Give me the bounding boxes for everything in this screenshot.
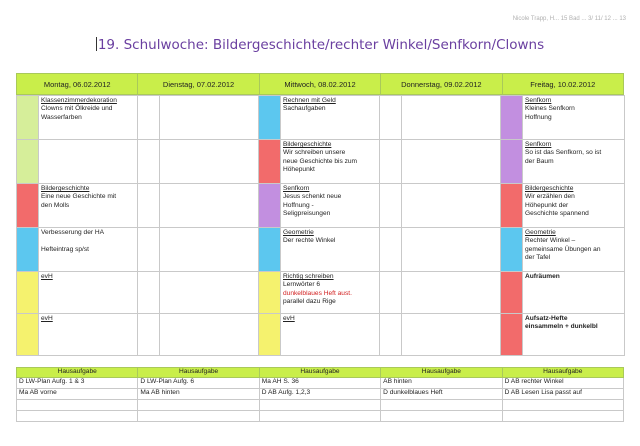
lesson-cell xyxy=(160,96,259,140)
subject-color-cell xyxy=(138,228,160,272)
subject-color-cell xyxy=(17,314,39,356)
lesson-line: der Tafel xyxy=(525,254,551,262)
subject-color-cell xyxy=(380,314,402,356)
lesson-line: evH xyxy=(283,315,295,322)
lesson-cell xyxy=(523,314,625,356)
lesson-cell xyxy=(523,272,625,314)
lesson-cell xyxy=(160,272,259,314)
lesson-cell xyxy=(523,228,625,272)
homework-cell xyxy=(381,400,502,411)
lesson-cell xyxy=(281,272,380,314)
lesson-line: Hoffnung - xyxy=(283,201,314,209)
lesson-line: Eine neue Geschichte mit xyxy=(41,193,117,201)
lesson-line: Wir schreiben unsere xyxy=(283,149,346,157)
homework-cell: D LW-Plan Aufg. 1 & 3 xyxy=(17,378,138,389)
schedule-row xyxy=(17,272,625,314)
lesson-line: Geometrie xyxy=(283,229,314,236)
subject-color-cell xyxy=(501,272,523,314)
lesson-cell xyxy=(160,184,259,228)
subject-color-cell xyxy=(138,314,160,356)
schedule-row xyxy=(17,228,625,272)
lesson-line: Lernwörter 6 xyxy=(283,281,321,289)
lesson-cell xyxy=(402,96,501,140)
lesson-line: Höhepunkt xyxy=(283,166,315,174)
lesson-cell xyxy=(160,140,259,184)
homework-cell xyxy=(17,400,138,411)
lesson-line: gemeinsame Übungen an xyxy=(525,245,601,253)
homework-cell xyxy=(381,411,502,422)
homework-header: Hausaufgabe xyxy=(138,368,259,378)
subject-color-cell xyxy=(501,228,523,272)
lesson-line: Wasserfarben xyxy=(41,113,82,121)
lesson-line: Der rechte Winkel xyxy=(283,237,336,245)
lesson-cell xyxy=(281,140,380,184)
subject-color-cell xyxy=(17,228,39,272)
homework-cell xyxy=(502,400,623,411)
lesson-cell xyxy=(160,228,259,272)
lesson-cell xyxy=(523,96,625,140)
lesson-line: Hoffnung xyxy=(525,113,552,121)
homework-header: Hausaufgabe xyxy=(502,368,623,378)
day-tuesday: Dienstag, 07.02.2012 xyxy=(138,74,259,95)
homework-cell: D AB rechter Winkel xyxy=(502,378,623,389)
lesson-line: So ist das Senfkorn, so ist xyxy=(525,149,602,157)
header-right: Nicole Trapp, H... 15 Bad ... 3/ 11/ 12 ... 13 xyxy=(512,16,626,22)
subject-color-cell xyxy=(501,140,523,184)
subject-color-cell xyxy=(259,272,281,314)
lesson-line: Seligpreisungen xyxy=(283,210,331,218)
day-friday: Freitag, 10.02.2012 xyxy=(502,74,623,95)
lesson-line: Wir erzählen den xyxy=(525,193,575,201)
lesson-line: evH xyxy=(41,273,53,280)
homework-cell xyxy=(17,411,138,422)
subject-color-cell xyxy=(259,228,281,272)
lesson-line: Rechnen mit Geld xyxy=(283,97,336,104)
homework-cell xyxy=(502,411,623,422)
subject-color-cell xyxy=(17,140,39,184)
lesson-cell xyxy=(402,272,501,314)
homework-cell: AB hinten xyxy=(381,378,502,389)
lesson-line: Sachaufgaben xyxy=(283,105,326,113)
lesson-cell xyxy=(281,314,380,356)
day-thursday: Donnerstag, 09.02.2012 xyxy=(381,74,502,95)
lesson-line: Senfkorn xyxy=(525,141,552,148)
lesson-cell xyxy=(402,228,501,272)
lesson-line: Geometrie xyxy=(525,229,556,236)
day-header-table xyxy=(16,73,624,95)
subject-color-cell xyxy=(17,96,39,140)
lesson-line: der Baum xyxy=(525,157,554,165)
subject-color-cell xyxy=(501,314,523,356)
day-monday: Montag, 06.02.2012 xyxy=(17,74,138,95)
subject-color-cell xyxy=(138,140,160,184)
lesson-line: Jesus schenkt neue xyxy=(283,193,342,201)
lesson-cell xyxy=(39,228,138,272)
text-cursor xyxy=(96,37,97,51)
subject-color-cell xyxy=(380,140,402,184)
subject-color-cell xyxy=(501,96,523,140)
lesson-line: Bildergeschichte xyxy=(41,185,90,192)
lesson-cell xyxy=(39,96,138,140)
lesson-cell xyxy=(281,228,380,272)
homework-header: Hausaufgabe xyxy=(381,368,502,378)
subject-color-cell xyxy=(138,184,160,228)
lesson-cell xyxy=(39,314,138,356)
lesson-cell xyxy=(160,314,259,356)
homework-header: Hausaufgabe xyxy=(259,368,380,378)
homework-cell: D AB Lesen Lisa passt auf xyxy=(502,389,623,400)
homework-cell: D LW-Plan Aufg. 6 xyxy=(138,378,259,389)
schedule-row xyxy=(17,184,625,228)
lesson-cell xyxy=(281,184,380,228)
day-wednesday: Mittwoch, 08.02.2012 xyxy=(259,74,380,95)
page-title xyxy=(0,37,640,53)
lesson-line: Rechter Winkel – xyxy=(525,237,576,245)
lesson-line: den Molls xyxy=(41,201,70,209)
subject-color-cell xyxy=(17,184,39,228)
subject-color-cell xyxy=(138,96,160,140)
lesson-line: Klassenzimmerdekoration xyxy=(41,97,117,104)
lesson-line: neue Geschichte bis zum xyxy=(283,157,358,165)
lesson-cell xyxy=(39,184,138,228)
lesson-line: Richtig schreiben xyxy=(283,273,334,280)
lesson-line: parallel dazu Rige xyxy=(283,298,336,306)
lesson-line: Geschichte spannend xyxy=(525,210,589,218)
lesson-line: Bildergeschichte xyxy=(283,141,332,148)
schedule-grid xyxy=(16,95,625,356)
homework-cell xyxy=(259,411,380,422)
lesson-line: Kleines Senfkorn xyxy=(525,105,575,113)
lesson-line: Clowns mit Ölkreide und xyxy=(41,105,113,113)
schedule-row xyxy=(17,140,625,184)
homework-cell: D dunkelblaues Heft xyxy=(381,389,502,400)
subject-color-cell xyxy=(259,140,281,184)
lesson-line: Verbesserung der HA xyxy=(41,229,105,236)
page-title-text: 19. Schulwoche: Bildergeschichte/rechter Winkel/Senfkorn/Clowns xyxy=(97,37,545,53)
lesson-cell xyxy=(523,140,625,184)
lesson-line: Senfkorn xyxy=(525,97,552,104)
lesson-line: Senfkorn xyxy=(283,185,310,192)
lesson-cell xyxy=(39,272,138,314)
homework-header: Hausaufgabe xyxy=(17,368,138,378)
lesson-line: evH xyxy=(41,315,53,322)
homework-cell: Ma AB vorne xyxy=(17,389,138,400)
lesson-line: Aufräumen xyxy=(525,273,560,280)
lesson-cell xyxy=(402,184,501,228)
homework-cell xyxy=(138,411,259,422)
schedule-row xyxy=(17,314,625,356)
homework-cell: Ma AH S. 36 xyxy=(259,378,380,389)
subject-color-cell xyxy=(259,314,281,356)
lesson-cell xyxy=(523,184,625,228)
homework-cell: Ma AB hinten xyxy=(138,389,259,400)
homework-cell xyxy=(259,400,380,411)
lesson-line: dunkelblaues Heft aust. xyxy=(283,289,352,297)
subject-color-cell xyxy=(17,272,39,314)
subject-color-cell xyxy=(259,96,281,140)
subject-color-cell xyxy=(380,272,402,314)
lesson-line: Bildergeschichte xyxy=(525,185,574,192)
homework-table xyxy=(16,367,624,422)
subject-color-cell xyxy=(501,184,523,228)
lesson-cell xyxy=(402,314,501,356)
subject-color-cell xyxy=(380,96,402,140)
subject-color-cell xyxy=(380,184,402,228)
homework-cell xyxy=(138,400,259,411)
lesson-line: einsammeln + dunkelbl xyxy=(525,323,598,331)
schedule-row xyxy=(17,96,625,140)
lesson-line: Aufsatz-Hefte xyxy=(525,315,568,322)
subject-color-cell xyxy=(138,272,160,314)
subject-color-cell xyxy=(259,184,281,228)
lesson-line xyxy=(41,237,135,245)
lesson-line: Höhepunkt der xyxy=(525,201,569,209)
homework-cell: D AB Aufg. 1,2,3 xyxy=(259,389,380,400)
lesson-cell xyxy=(39,140,138,184)
lesson-cell xyxy=(281,96,380,140)
lesson-cell xyxy=(402,140,501,184)
subject-color-cell xyxy=(380,228,402,272)
lesson-line: Hefteintrag sp/st xyxy=(41,245,90,253)
